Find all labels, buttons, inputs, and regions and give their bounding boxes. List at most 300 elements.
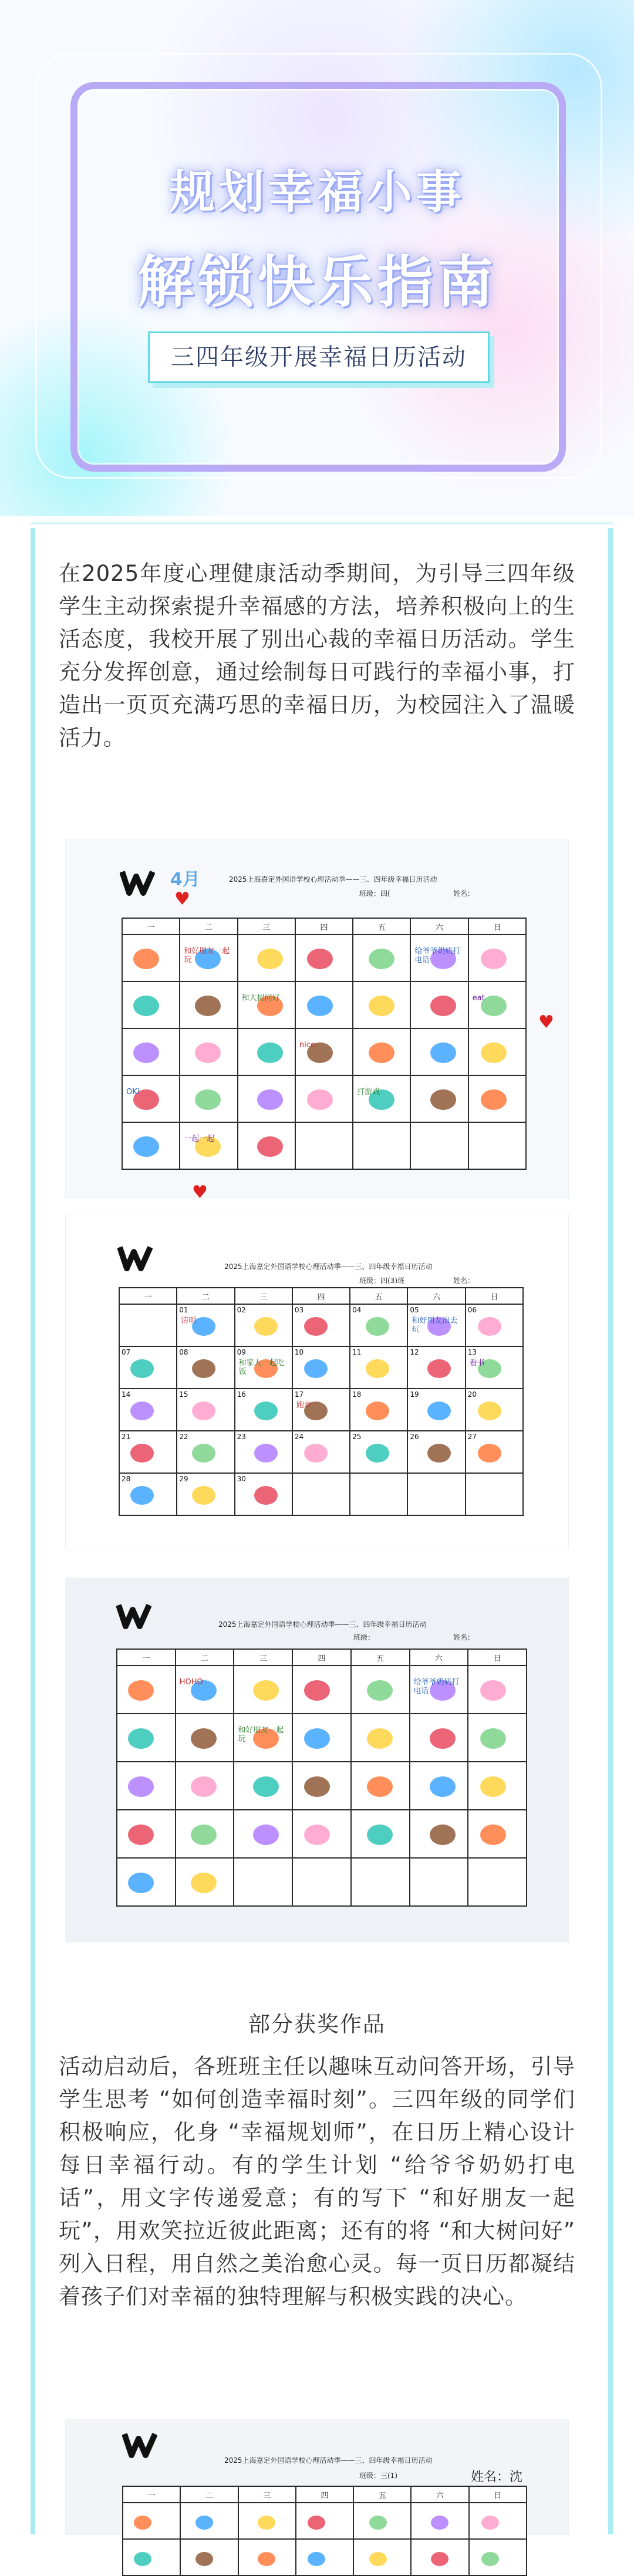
- drawing-doodle: [195, 1089, 221, 1110]
- drawing-doodle: [195, 1042, 221, 1063]
- weekday-header: 二: [180, 2486, 238, 2503]
- calendar-day-cell: [410, 935, 468, 981]
- day-number: 05: [410, 1306, 419, 1314]
- calendar-day-cell: [350, 1346, 407, 1389]
- calendar-day-cell: [466, 1473, 523, 1515]
- school-logo-icon: [122, 2429, 157, 2460]
- drawing-doodle: [304, 1776, 330, 1797]
- drawing-doodle: [130, 1444, 154, 1463]
- calendar-day-cell: [353, 1122, 410, 1169]
- drawing-doodle: [304, 1680, 330, 1701]
- drawing-doodle: [195, 2516, 213, 2530]
- calendar-day-cell: [177, 1389, 234, 1431]
- calendar-day-cell: [292, 1810, 351, 1858]
- drawing-doodle: [191, 1824, 217, 1845]
- weekday-header: 六: [410, 1649, 468, 1666]
- calendar-week-row: [119, 1389, 523, 1431]
- drawing-doodle: [430, 1089, 456, 1110]
- weekday-header: 日: [468, 918, 526, 935]
- calendar-week-row: [117, 1858, 527, 1906]
- drawing-doodle: [128, 1680, 154, 1701]
- calendar-day-cell: [410, 1666, 468, 1714]
- calendar-day-cell: [468, 1666, 527, 1714]
- calendar-day-cell: [353, 935, 410, 981]
- panel-divider: [31, 522, 613, 524]
- drawing-doodle: [481, 2552, 499, 2566]
- calendar-day-cell: [235, 1389, 292, 1431]
- calendar-week-row: [123, 2503, 527, 2539]
- calendar-day-cell: [180, 1122, 237, 1169]
- calendar-day-cell: [410, 1028, 468, 1075]
- drawing-doodle: [128, 1728, 154, 1749]
- photo-caption: 部分获奖作品: [248, 2012, 386, 2037]
- drawing-doodle: [478, 1402, 501, 1420]
- day-number: 11: [352, 1348, 362, 1356]
- calendar-day-cell: [238, 2503, 296, 2539]
- hero-subtitle-tag: 三四年级开展幸福日历活动: [148, 331, 490, 383]
- weekday-header: 五: [350, 1288, 407, 1304]
- calendar-photo-3: [66, 1578, 568, 1942]
- drawing-doodle: [304, 1824, 330, 1845]
- calendar-day-cell: [296, 2503, 353, 2539]
- calendar-day-cell: [466, 1346, 523, 1389]
- calendar-week-row: [117, 1714, 527, 1762]
- calendar-day-cell: [410, 1858, 468, 1906]
- calendar-day-cell: [292, 1389, 350, 1431]
- drawing-doodle: [481, 949, 507, 969]
- calendar-day-cell: [238, 1075, 295, 1122]
- happiness-note: 和好朋友出去玩: [412, 1316, 458, 1334]
- calendar-day-cell: [117, 1858, 176, 1906]
- drawing-doodle: [257, 1136, 283, 1157]
- weekday-header: 一: [117, 1649, 176, 1666]
- calendar-day-cell: [410, 981, 468, 1028]
- day-number: 12: [410, 1348, 419, 1356]
- school-logo-icon: [120, 867, 155, 898]
- calendar-day-cell: [177, 1431, 234, 1473]
- calendar-day-cell: [292, 1762, 351, 1810]
- calendar-grid: [119, 1287, 524, 1516]
- weekday-header: 四: [292, 1288, 350, 1304]
- calendar-day-cell: [466, 1304, 523, 1346]
- calendar-day-cell: [351, 1858, 410, 1906]
- name-label: 姓名：: [453, 1277, 475, 1285]
- calendar-day-cell: [296, 2539, 353, 2575]
- calendar-week-row: [117, 1666, 527, 1714]
- heart-sticker-icon: ♥: [174, 889, 190, 909]
- sheet-title: 2025上海嘉定外国语学校心理活动季——三、四年级幸福日历活动: [224, 2456, 433, 2465]
- calendar-day-cell: [295, 981, 353, 1028]
- drawing-doodle: [130, 1486, 154, 1505]
- day-number: 18: [352, 1390, 362, 1399]
- calendar-day-cell: [350, 1431, 407, 1473]
- calendar-day-cell: [407, 1431, 465, 1473]
- calendar-day-cell: [468, 1122, 526, 1169]
- day-number: 03: [294, 1306, 304, 1314]
- drawing-doodle: [258, 2516, 275, 2530]
- calendar-day-cell: [292, 1858, 351, 1906]
- weekday-header: 二: [180, 918, 237, 935]
- drawing-doodle: [254, 1402, 278, 1420]
- drawing-doodle: [304, 1317, 328, 1336]
- drawing-doodle: [427, 1359, 451, 1378]
- calendar-day-cell: [292, 1666, 351, 1714]
- drawing-doodle: [366, 1444, 389, 1463]
- calendar-day-cell: [180, 935, 237, 981]
- drawing-doodle: [308, 2552, 325, 2566]
- drawing-doodle: [367, 1776, 393, 1797]
- weekday-header: 五: [353, 918, 410, 935]
- class-label: 班级：四(: [359, 889, 390, 898]
- drawing-doodle: [430, 1824, 456, 1845]
- calendar-day-cell: [123, 2503, 180, 2539]
- calendar-day-cell: [176, 1666, 234, 1714]
- drawing-doodle: [481, 1089, 507, 1110]
- drawing-doodle: [257, 949, 283, 969]
- sheet-title: 2025上海嘉定外国语学校心理活动季——三、四年级幸福日历活动: [229, 875, 437, 884]
- weekday-header-row: [117, 1649, 527, 1666]
- calendar-day-cell: [468, 1858, 527, 1906]
- drawing-doodle: [253, 1680, 279, 1701]
- day-number: 21: [122, 1433, 131, 1441]
- day-number: 01: [179, 1306, 188, 1314]
- calendar-day-cell: [351, 1762, 410, 1810]
- calendar-day-cell: [117, 1714, 176, 1762]
- drawing-doodle: [369, 2516, 387, 2530]
- calendar-day-cell: [468, 1028, 526, 1075]
- drawing-doodle: [304, 1359, 328, 1378]
- calendar-day-cell: [292, 1473, 350, 1515]
- calendar-grid: [122, 2486, 527, 2576]
- class-label: 班级：: [353, 1633, 375, 1641]
- happiness-note: OK!: [126, 1088, 140, 1096]
- drawing-doodle: [133, 949, 159, 969]
- day-number: 16: [237, 1390, 246, 1399]
- name-label: 姓名：沈: [471, 2470, 523, 2484]
- heart-sticker-icon: ♥: [538, 1012, 554, 1033]
- happiness-note: 和家人一起吃饭: [238, 1359, 285, 1376]
- drawing-doodle: [307, 1089, 333, 1110]
- drawing-doodle: [192, 1402, 215, 1420]
- drawing-doodle: [130, 1359, 154, 1378]
- drawing-doodle: [257, 1042, 283, 1063]
- drawing-doodle: [192, 1486, 215, 1505]
- day-number: 09: [237, 1348, 246, 1356]
- class-label: 班级：三(1): [359, 2472, 397, 2480]
- calendar-day-cell: [238, 981, 295, 1028]
- heart-sticker-icon: ♥: [192, 1182, 208, 1203]
- calendar-day-cell: [466, 1389, 523, 1431]
- calendar-week-row: [122, 1075, 526, 1122]
- drawing-doodle: [133, 996, 159, 1016]
- calendar-week-row: [123, 2539, 527, 2575]
- calendar-day-cell: [351, 1666, 410, 1714]
- drawing-doodle: [367, 1680, 393, 1701]
- hero-title-line2: 解锁快乐指南: [137, 249, 497, 315]
- calendar-day-cell: [235, 1431, 292, 1473]
- drawing-doodle: [369, 949, 394, 969]
- drawing-doodle: [480, 1824, 506, 1845]
- intro-paragraph: 在2025年度心理健康活动季期间，为引导三四年级学生主动探索提升幸福感的方法，培养积极向上的生活态度，我校开展了别出心裁的幸福日历活动。学生充分发挥创意，通过绘制每日可践行的幸福小事，打造出一页页充满巧思的幸福日历，为校园注入了温暖活力。: [59, 561, 575, 750]
- drawing-doodle: [480, 1776, 506, 1797]
- drawing-doodle: [307, 996, 333, 1016]
- calendar-day-cell: [119, 1431, 177, 1473]
- calendar-day-cell: [351, 1714, 410, 1762]
- happiness-note: 给爷爷奶奶打电话: [414, 947, 461, 964]
- calendar-day-cell: [353, 2503, 411, 2539]
- weekday-header-row: [122, 918, 526, 935]
- weekday-header: 日: [468, 1649, 527, 1666]
- calendar-day-cell: [350, 1389, 407, 1431]
- hero-title-line1: 规划幸福小事: [168, 166, 465, 219]
- calendar-day-cell: [410, 1762, 468, 1810]
- calendar-day-cell: [411, 2503, 468, 2539]
- day-number: 23: [237, 1433, 246, 1441]
- calendar-day-cell: [117, 1810, 176, 1858]
- calendar-day-cell: [468, 981, 526, 1028]
- drawing-doodle: [257, 1089, 283, 1110]
- calendar-day-cell: [122, 1122, 180, 1169]
- calendar-day-cell: [180, 2503, 238, 2539]
- body-paragraph: 活动启动后，各班班主任以趣味互动问答开场，引导学生思考 “如何创造幸福时刻”。三四年级的同学们积极响应，化身 “幸福规划师”，在日历上精心设计每日幸福行动。有的学生计划 “给爷爷奶奶打电话”，用文字传递爱意；有的写下 “和好朋友一起玩”，用欢笑拉近彼此距离；还有的将 “和大树问好” 列入日程，用自然之美治愈心灵。每一页日历都凝结着孩子们对幸福的独特理解与积极实践的决心。: [59, 2054, 575, 2309]
- drawing-doodle: [254, 1444, 278, 1463]
- drawing-doodle: [431, 2516, 448, 2530]
- sheet-title: 2025上海嘉定外国语学校心理活动季——三、四年级幸福日历活动: [224, 1262, 433, 1271]
- calendar-day-cell: [177, 1304, 234, 1346]
- calendar-day-cell: [119, 1389, 177, 1431]
- drawing-doodle: [369, 2552, 387, 2566]
- calendar-photo-4: [66, 2420, 568, 2534]
- calendar-day-cell: [407, 1389, 465, 1431]
- day-number: 04: [352, 1306, 362, 1314]
- drawing-doodle: [304, 1728, 330, 1749]
- day-number: 20: [467, 1390, 477, 1399]
- day-number: 29: [179, 1475, 188, 1483]
- calendar-day-cell: [351, 1810, 410, 1858]
- drawing-doodle: [430, 1042, 456, 1063]
- happiness-note: 打游戏: [357, 1088, 380, 1096]
- drawing-doodle: [134, 2552, 151, 2566]
- calendar-day-cell: [234, 1858, 292, 1906]
- day-number: 19: [410, 1390, 419, 1399]
- drawing-doodle: [130, 1402, 154, 1420]
- calendar-day-cell: [180, 981, 237, 1028]
- calendar-day-cell: [295, 1075, 353, 1122]
- happiness-note: nice: [299, 1041, 315, 1050]
- happiness-note: 给爷爷奶奶打电话: [413, 1678, 460, 1695]
- calendar-day-cell: [235, 1304, 292, 1346]
- calendar-day-cell: [180, 1028, 237, 1075]
- calendar-day-cell: [292, 1431, 350, 1473]
- drawing-doodle: [254, 1317, 278, 1336]
- calendar-day-cell: [350, 1473, 407, 1515]
- drawing-doodle: [253, 1776, 279, 1797]
- calendar-day-cell: [238, 935, 295, 981]
- day-number: 28: [122, 1475, 131, 1483]
- weekday-header: 日: [466, 1288, 523, 1304]
- calendar-day-cell: [122, 981, 180, 1028]
- drawing-doodle: [430, 1776, 456, 1797]
- calendar-week-row: [117, 1810, 527, 1858]
- day-number: 30: [237, 1475, 246, 1483]
- drawing-doodle: [195, 996, 221, 1016]
- day-number: 02: [237, 1306, 246, 1314]
- drawing-doodle: [481, 1042, 507, 1063]
- sheet-title: 2025上海嘉定外国语学校心理活动季——三、四年级幸福日历活动: [218, 1620, 427, 1629]
- calendar-day-cell: [468, 1810, 527, 1858]
- calendar-day-cell: [176, 1762, 234, 1810]
- happiness-note: 跑步: [296, 1401, 312, 1410]
- drawing-doodle: [367, 1728, 393, 1749]
- drawing-doodle: [308, 2516, 325, 2530]
- calendar-day-cell: [235, 1346, 292, 1389]
- day-number: 08: [179, 1348, 188, 1356]
- weekday-header-row: [123, 2486, 527, 2503]
- weekday-header: 六: [410, 918, 468, 935]
- calendar-day-cell: [353, 2539, 411, 2575]
- calendar-week-row: [122, 1028, 526, 1075]
- calendar-day-cell: [117, 1762, 176, 1810]
- day-number: 22: [179, 1433, 188, 1441]
- drawing-doodle: [366, 1359, 389, 1378]
- drawing-doodle: [133, 1136, 159, 1157]
- weekday-header: 一: [123, 2486, 180, 2503]
- calendar-day-cell: [353, 1028, 410, 1075]
- calendar-week-row: [122, 1122, 526, 1169]
- weekday-header: 六: [407, 1288, 465, 1304]
- weekday-header: 五: [353, 2486, 411, 2503]
- weekday-header: 三: [238, 918, 295, 935]
- drawing-doodle: [366, 1402, 389, 1420]
- calendar-day-cell: [410, 1075, 468, 1122]
- calendar-day-cell: [234, 1714, 292, 1762]
- weekday-header: 四: [295, 918, 353, 935]
- weekday-header-row: [119, 1288, 523, 1304]
- day-number: 27: [467, 1433, 477, 1441]
- drawing-doodle: [253, 1824, 279, 1845]
- day-number: 07: [122, 1348, 131, 1356]
- calendar-day-cell: [353, 1075, 410, 1122]
- calendar-week-row: [122, 935, 526, 981]
- weekday-header: 二: [177, 1288, 234, 1304]
- weekday-header: 三: [238, 2486, 296, 2503]
- calendar-day-cell: [407, 1473, 465, 1515]
- calendar-day-cell: [119, 1473, 177, 1515]
- calendar-day-cell: [292, 1304, 350, 1346]
- calendar-day-cell: [234, 1810, 292, 1858]
- calendar-week-row: [119, 1431, 523, 1473]
- drawing-doodle: [481, 2516, 499, 2530]
- drawing-doodle: [427, 1402, 451, 1420]
- drawing-doodle: [366, 1317, 389, 1336]
- day-number: 17: [294, 1390, 304, 1399]
- calendar-day-cell: [119, 1346, 177, 1389]
- calendar-day-cell: [238, 2539, 296, 2575]
- calendar-week-row: [122, 981, 526, 1028]
- weekday-header: 四: [296, 2486, 353, 2503]
- calendar-day-cell: [238, 1122, 295, 1169]
- drawing-doodle: [191, 1776, 217, 1797]
- drawing-doodle: [128, 1873, 154, 1893]
- drawing-doodle: [430, 1728, 456, 1749]
- day-number: 10: [294, 1348, 304, 1356]
- calendar-day-cell: [466, 1431, 523, 1473]
- calendar-day-cell: [410, 1122, 468, 1169]
- calendar-day-cell: [180, 2539, 238, 2575]
- calendar-grid: [116, 1648, 527, 1907]
- calendar-day-cell: [176, 1714, 234, 1762]
- day-number: 06: [467, 1306, 477, 1314]
- calendar-day-cell: [180, 1075, 237, 1122]
- calendar-photo-2: [66, 1214, 568, 1549]
- happiness-note: 和好朋友一起玩: [238, 1726, 284, 1744]
- calendar-day-cell: [176, 1858, 234, 1906]
- calendar-week-row: [119, 1346, 523, 1389]
- calendar-day-cell: [177, 1473, 234, 1515]
- calendar-day-cell: [410, 1714, 468, 1762]
- drawing-doodle: [427, 1444, 451, 1463]
- class-label: 班级：四(3)班: [359, 1277, 404, 1285]
- calendar-day-cell: [292, 1714, 351, 1762]
- day-number: 24: [294, 1433, 304, 1441]
- weekday-header: 六: [411, 2486, 468, 2503]
- calendar-day-cell: [469, 2503, 527, 2539]
- calendar-week-row: [119, 1304, 523, 1346]
- weekday-header: 三: [235, 1288, 292, 1304]
- day-number: 14: [122, 1390, 131, 1399]
- calendar-week-row: [117, 1762, 527, 1810]
- school-logo-icon: [116, 1600, 151, 1631]
- drawing-doodle: [367, 1824, 393, 1845]
- day-number: 13: [467, 1348, 477, 1356]
- drawing-doodle: [369, 996, 394, 1016]
- drawing-doodle: [134, 2516, 151, 2530]
- happiness-note: 一起一起: [184, 1135, 215, 1143]
- drawing-doodle: [191, 1728, 217, 1749]
- happiness-note: HOHO: [179, 1678, 203, 1687]
- weekday-header: 二: [176, 1649, 234, 1666]
- calendar-day-cell: [238, 1028, 295, 1075]
- calendar-day-cell: [295, 935, 353, 981]
- drawing-doodle: [431, 2552, 448, 2566]
- hero-banner: [0, 0, 634, 516]
- day-number: 26: [410, 1433, 419, 1441]
- drawing-doodle: [304, 1444, 328, 1463]
- calendar-day-cell: [235, 1473, 292, 1515]
- weekday-header: 一: [119, 1288, 177, 1304]
- calendar-day-cell: [353, 981, 410, 1028]
- drawing-doodle: [192, 1359, 215, 1378]
- calendar-day-cell: [295, 1028, 353, 1075]
- calendar-day-cell: [119, 1304, 177, 1346]
- calendar-day-cell: [468, 1714, 527, 1762]
- calendar-day-cell: [468, 935, 526, 981]
- calendar-day-cell: [122, 935, 180, 981]
- drawing-doodle: [192, 1444, 215, 1463]
- weekday-header: 五: [351, 1649, 410, 1666]
- calendar-day-cell: [410, 1810, 468, 1858]
- drawing-doodle: [128, 1776, 154, 1797]
- calendar-day-cell: [295, 1122, 353, 1169]
- drawing-doodle: [369, 1042, 394, 1063]
- calendar-day-cell: [468, 1762, 527, 1810]
- name-label: 姓名：: [453, 889, 475, 898]
- school-logo-icon: [117, 1243, 153, 1273]
- calendar-day-cell: [292, 1346, 350, 1389]
- calendar-photo-1: [66, 840, 568, 1203]
- calendar-day-cell: [468, 1075, 526, 1122]
- calendar-day-cell: [117, 1666, 176, 1714]
